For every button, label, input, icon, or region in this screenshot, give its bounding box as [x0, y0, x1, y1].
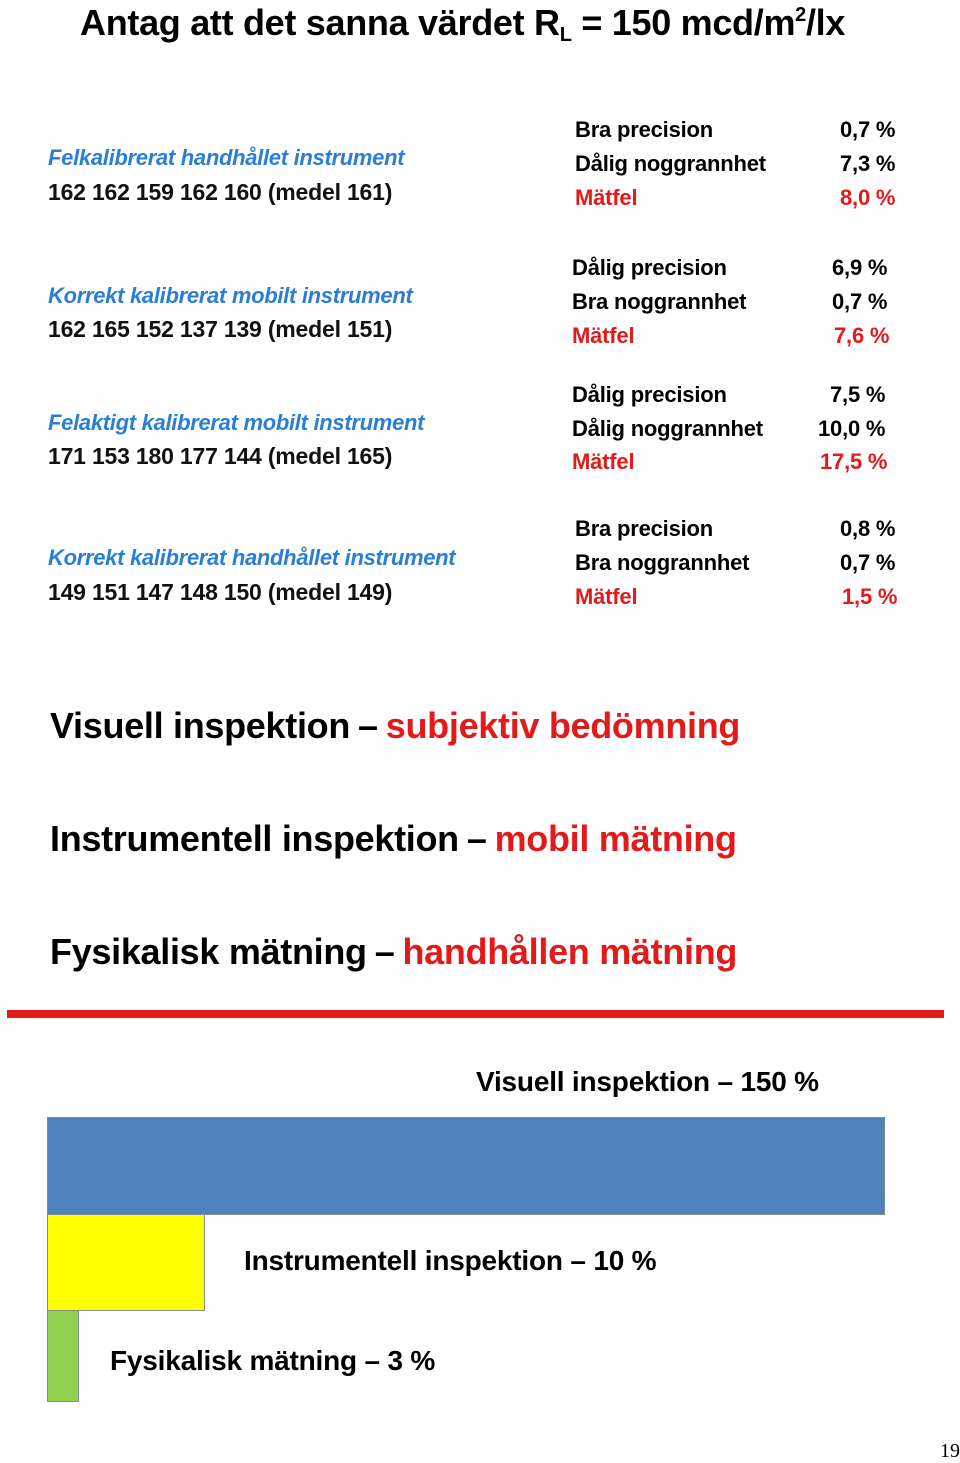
page-number: 19	[940, 1440, 960, 1462]
metric-row: Dålig noggrannhet 10,0 %	[572, 416, 886, 441]
instrument-values: 171 153 180 177 144 (medel 165)	[48, 443, 393, 469]
bar-visual	[47, 1117, 885, 1215]
instrument-values: 149 151 147 148 150 (medel 149)	[48, 579, 393, 605]
bar-instrumental	[47, 1214, 205, 1311]
metric-row: Bra noggrannhet 0,7 %	[572, 289, 888, 314]
instrument-values: 162 162 159 162 160 (medel 161)	[48, 179, 393, 205]
metric-row: Dålig precision 6,9 %	[572, 255, 888, 280]
instrument-name: Felaktigt kalibrerat mobilt instrument	[48, 410, 425, 435]
bar-label-visual: Visuell inspektion – 150 %	[476, 1066, 819, 1097]
inspection-line: Visuell inspektion – subjektiv bedömning	[50, 705, 741, 746]
instrument-block	[0, 250, 960, 360]
metric-row-error: Mätfel 1,5 %	[575, 584, 898, 609]
instrument-values: 162 165 152 137 139 (medel 151)	[48, 316, 393, 342]
bar-physical	[47, 1310, 79, 1402]
instrument-block	[0, 377, 960, 487]
instrument-name: Korrekt kalibrerat mobilt instrument	[48, 283, 413, 308]
bar-label-instrumental: Instrumentell inspektion – 10 %	[244, 1245, 657, 1276]
metric-row: Bra noggrannhet 0,7 %	[575, 550, 896, 575]
metric-row-error: Mätfel 8,0 %	[575, 185, 896, 210]
bar-label-physical: Fysikalisk mätning – 3 %	[110, 1345, 436, 1376]
page-title: Antag att det sanna värdet $R_L = 150$ mcd/$m^2/lx$	[80, 2, 846, 46]
metric-row: Dålig noggrannhet 7,3 %	[575, 151, 896, 176]
instrument-name: Felkalibrerat handhållet instrument	[48, 145, 405, 170]
inspection-line: Fysikalisk mätning – handhållen mätning	[50, 931, 738, 972]
metric-row: Dålig precision 7,5 %	[572, 382, 886, 407]
inspection-line: Instrumentell inspektion – mobil mätning	[50, 818, 737, 859]
metric-row-error: Mätfel 7,6 %	[572, 323, 890, 348]
metric-row: Bra precision 0,8 %	[575, 516, 896, 541]
instrument-block	[0, 512, 960, 622]
metric-row: Bra precision 0,7 %	[575, 117, 896, 142]
instrument-name: Korrekt kalibrerat handhållet instrument	[48, 545, 456, 570]
red-divider	[7, 1010, 944, 1018]
metric-row-error: Mätfel 17,5 %	[572, 449, 888, 474]
instrument-block	[0, 112, 960, 222]
